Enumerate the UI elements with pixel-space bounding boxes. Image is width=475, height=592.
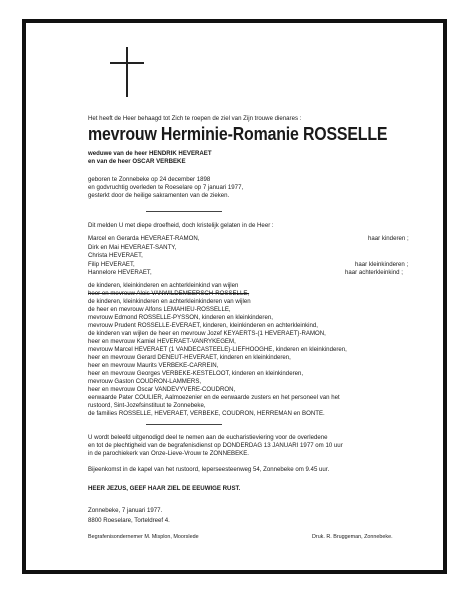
relative-line: mevrouw Marcel HEVERAET (1 VANDECASTEELE)-LIEFHOOGHE, kinderen en kleinkinderen, (88, 346, 347, 353)
relative-line: heer en mevrouw Maurits VERBEKE-CARREIN, (88, 362, 219, 369)
family-role: haar achterkleinkind ; (345, 269, 403, 276)
gathering-text: Bijeenkomst in de kapel van het rustoord, Ieperseesteenweg 54, Zonnebeke om 9.45 uur. (88, 466, 330, 473)
relative-line: de kinderen, kleinkinderen en achterkleinkind van wijlen (88, 282, 239, 289)
family-line: Marcel en Gerarda HEVERAET-RAMON, (88, 235, 200, 242)
deceased-name: mevrouw Herminie-Romanie ROSSELLE (88, 123, 388, 144)
relative-line: heer en mevrouw Alois VANWILDEMEERSCH-ROSSELLE, (88, 290, 250, 297)
intro-text: Het heeft de Heer behaagd tot Zich te roepen de ziel van Zijn trouwe dienares : (88, 115, 302, 122)
cross-icon-bar (110, 62, 144, 64)
divider-2 (146, 424, 222, 425)
widow-line-2: en van de heer OSCAR VERBEKE (88, 158, 186, 165)
printer-text: Druk. R. Bruggeman, Zonnebeke. (312, 534, 393, 540)
invitation-line-1: U wordt beleefd uitgenodigd deel te nemen aan de eucharistieviering voor de overledene (88, 434, 328, 441)
family-line: Filip HEVERAET, (88, 261, 135, 268)
relative-line: de kinderen van wijlen de heer en mevrouw Jozef KEYAERTS-(1 HEVERAET)-RAMON, (88, 330, 326, 337)
relative-line: de kinderen, kleinkinderen en achterkleinkinderen van wijlen (88, 298, 251, 305)
invitation-line-2: en tot de plechtigheid van de begrafenisdienst op DONDERDAG 13 JANUARI 1977 om 10 uur (88, 442, 343, 449)
prayer-text: HEER JEZUS, GEEF HAAR ZIEL DE EEUWIGE RUST. (88, 485, 241, 492)
family-role: haar kleinkinderen ; (355, 261, 409, 268)
invitation-line-3: in de parochiekerk van Onze-Lieve-Vrouw te ZONNEBEKE. (88, 450, 249, 457)
relative-line: heer en mevrouw Gerard DENEUT-HEVERAET, kinderen en kleinkinderen, (88, 354, 291, 361)
relative-line: de heer en mevrouw Alfons LEMAHIEU-ROSSELLE, (88, 306, 231, 313)
announce-text: Dit melden U met diepe droefheid, doch kristelijk gelaten in de Heer : (88, 222, 274, 229)
cross-icon (126, 47, 128, 97)
undertaker-text: Begrafenisondernemer M. Misplon, Moorslede (88, 534, 199, 540)
family-role: haar kinderen ; (368, 235, 409, 242)
relative-line: heer en mevrouw Kamiel HEVERAET-VANRYKEGEM, (88, 338, 236, 345)
widow-line-1: weduwe van de heer HENDRIK HEVERAET (88, 150, 212, 157)
relative-line: mevrouw Edmond ROSSELLE-PYSSON, kinderen en kleinkinderen, (88, 314, 273, 321)
born-text: geboren te Zonnebeke op 24 december 1898 (88, 176, 211, 183)
died-text: en godvruchtig overleden te Roeselare op 7 januari 1977, (88, 184, 244, 191)
relative-line: mevrouw Gaston COUDRON-LAMMERS, (88, 378, 202, 385)
relative-line: heer en mevrouw Georges VERBEKE-KESTELOOT, kinderen en kleinkinderen, (88, 370, 304, 377)
family-line: Dirk en Mai HEVERAET-SANTY, (88, 244, 177, 251)
address: 8800 Roeselare, Torteldreef 4. (88, 517, 170, 524)
relative-line: rustoord, Sint-Jozefsinstituut te Zonnebeke, (88, 402, 206, 409)
relative-line: de families ROSSELLE, HEVERAET, VERBEKE, COUDRON, HERREMAN en BONTE. (88, 410, 325, 417)
family-line: Christa HEVERAET, (88, 252, 143, 259)
relative-line: mevrouw Prudent ROSSELLE-EVERAET, kinderen, kleinkinderen en achterkleinkind, (88, 322, 318, 329)
relative-line: heer en mevrouw Oscar VANDEVYVERE-COUDRON, (88, 386, 236, 393)
relative-line: eerwaarde Pater COULIER, Aalmoezenier en de eerwaarde zusters en het personeel van het (88, 394, 340, 401)
sacraments-text: gesterkt door de heilige sakramenten van de zieken. (88, 192, 230, 199)
divider-1 (146, 211, 222, 212)
family-line: Hannelore HEVERAET, (88, 269, 152, 276)
place-date: Zonnebeke, 7 januari 1977. (88, 507, 163, 514)
